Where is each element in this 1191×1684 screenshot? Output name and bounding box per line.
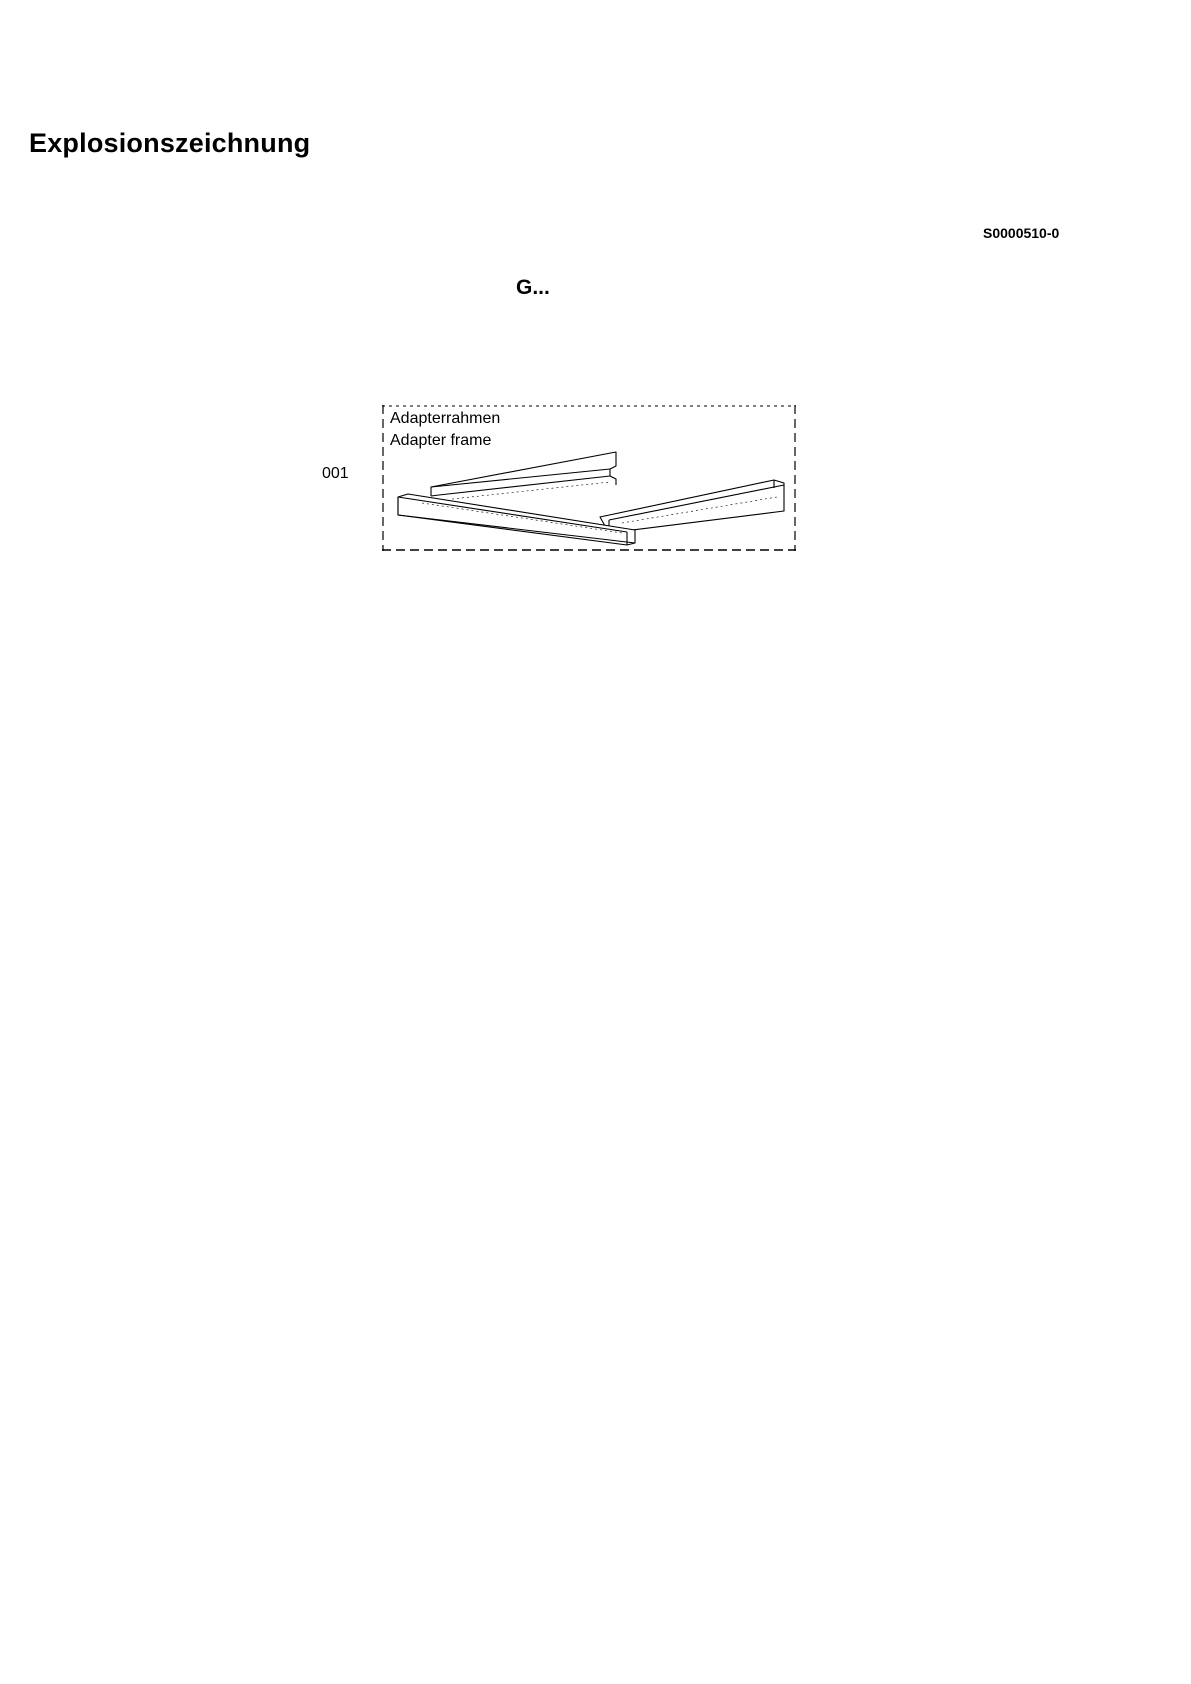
part-label-german: Adapterrahmen xyxy=(390,410,501,427)
part-label-english: Adapter frame xyxy=(390,432,492,449)
model-label: G... xyxy=(516,276,550,299)
page-title: Explosionszeichnung xyxy=(29,128,311,158)
document-code: S0000510-0 xyxy=(983,225,1060,241)
part-box xyxy=(382,405,796,551)
part-number: 001 xyxy=(322,465,349,482)
